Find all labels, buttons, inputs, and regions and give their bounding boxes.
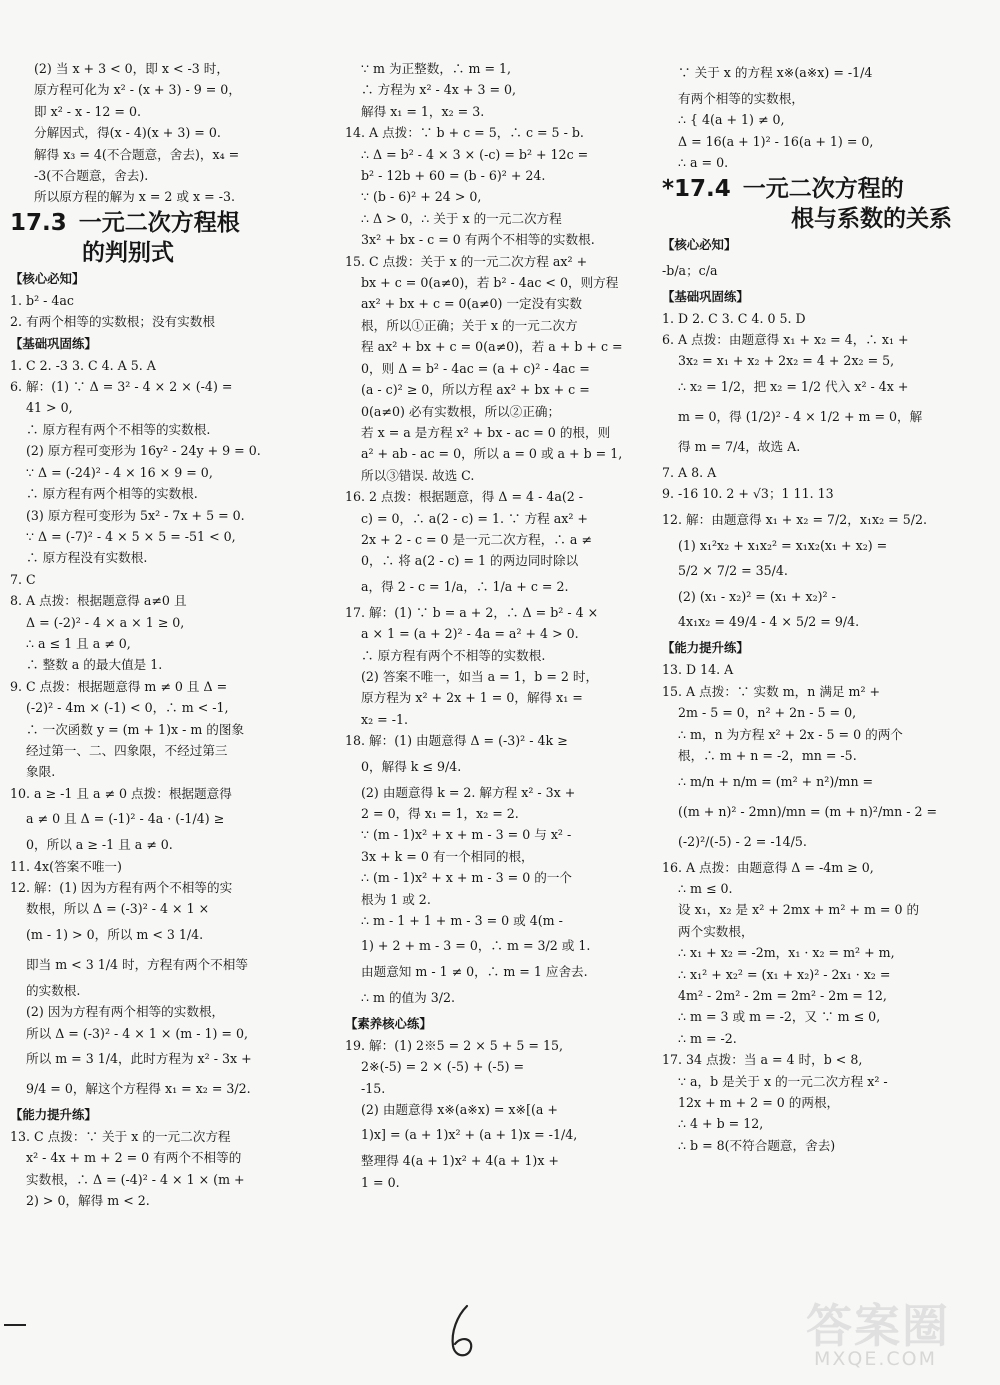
answer-line: 19. 解：(1) 2※5 = 2 × 5 + 5 = 15, — [345, 1037, 563, 1053]
answer-line: c) = 0，∴ a(2 - c) = 1. ∵ 方程 ax² + — [361, 510, 588, 526]
answer-line: (2) 由题意得 k = 2. 解方程 x² - 3x + — [361, 784, 576, 800]
answer-line: 根，所以①正确；关于 x 的一元二次方 — [361, 317, 578, 333]
answer-line: 1. D 2. C 3. C 4. 0 5. D — [662, 310, 806, 326]
answer-line: 15. A 点拨：∵ 实数 m，n 满足 m² + — [662, 683, 881, 699]
answer-line: ∴ Δ > 0，∴ 关于 x 的一元二次方程 — [361, 210, 562, 226]
answer-line: 2 = 0，得 x₁ = 1，x₂ = 2. — [361, 806, 519, 821]
answer-line: ∴ 一次函数 y = (m + 1)x - m 的图象 — [26, 721, 245, 737]
answer-line: ∴ m ≤ 0. — [678, 880, 733, 896]
exercise-section-label: 【能力提升练】 — [662, 640, 749, 656]
answer-line: ∴ x₁² + x₂² = (x₁ + x₂)² - 2x₁ · x₂ = — [678, 966, 891, 982]
answer-line: 3x² + bx - c = 0 有两个不相等的实数根. — [361, 232, 595, 248]
answer-line: ∴ x₁ + x₂ = -2m，x₁ · x₂ = m² + m, — [678, 945, 895, 961]
section-title-text: 一元二次方程根 — [78, 209, 240, 236]
section-title — [10, 238, 320, 268]
answer-line: 11. 4x(答案不唯一) — [10, 858, 122, 874]
section-title-text: 的判别式 — [82, 239, 174, 266]
answer-line: ∴ m，n 为方程 x² + 2x - 5 = 0 的两个 — [678, 726, 903, 742]
answer-line: 1) + 2 + m - 3 = 0，∴ m = 3/2 或 1. — [361, 938, 591, 954]
answer-line: (-2)²/(-5) - 2 = -14/5. — [678, 833, 807, 849]
answer-line: ∵ Δ = (-7)² - 4 × 5 × 5 = -51 < 0, — [26, 528, 236, 544]
answer-line: 解得 x₁ = 1，x₂ = 3. — [361, 103, 485, 119]
answer-line: -3(不合题意，舍去). — [34, 168, 149, 184]
exercise-section-label: 【基础巩固练】 — [662, 288, 749, 304]
answer-line: 数根，所以 Δ = (-3)² - 4 × 1 × — [26, 901, 210, 917]
answer-line: 2※(-5) = 2 × (-5) + (-5) = — [361, 1059, 525, 1075]
answer-line: 1. C 2. -3 3. C 4. A 5. A — [10, 357, 156, 373]
answer-line: ∴ 4 + b = 12, — [678, 1116, 764, 1132]
answer-line: 原方程为 x² + 2x + 1 = 0，解得 x₁ = — [361, 690, 583, 706]
answer-line: ax² + bx + c = 0(a≠0) 一定没有实数 — [361, 296, 583, 312]
answer-line: ∵ (b - 6)² + 24 > 0, — [361, 189, 482, 205]
answer-line: 17. 解：(1) ∵ b = a + 2，∴ Δ = b² - 4 × — [345, 604, 599, 620]
answer-line: ∴ 原方程没有实数根. — [26, 550, 148, 566]
answer-line: 2) > 0，解得 m < 2. — [26, 1193, 150, 1209]
answer-line: ∴ a = 0. — [678, 155, 729, 171]
answer-line: 即 x² - x - 12 = 0. — [34, 103, 141, 119]
column-middle — [345, 58, 637, 1193]
answer-line: 所以 Δ = (-3)² - 4 × 1 × (m - 1) = 0, — [26, 1025, 249, 1041]
answer-line: 0，所以 a ≥ -1 且 a ≠ 0. — [26, 837, 173, 853]
answer-line: ∴ m/n + n/m = (m² + n²)/mn = — [678, 773, 874, 789]
answer-line: 16. 2 点拨：根据题意，得 Δ = 4 - 4a(2 - — [345, 489, 584, 505]
exercise-section-label: 【素养核心练】 — [345, 1015, 432, 1031]
exercise-section-label: 【核心必知】 — [10, 270, 85, 286]
exercise-section-label: 【核心必知】 — [662, 236, 737, 252]
answer-line: (a - c)² ≥ 0，所以方程 ax² + bx + c = — [361, 382, 590, 398]
handwritten-page-number — [447, 1302, 477, 1362]
answer-line: 由题意知 m - 1 ≠ 0，∴ m = 1 应舍去. — [361, 964, 588, 980]
answer-line: 18. 解：(1) 由题意得 Δ = (-3)² - 4k ≥ — [345, 733, 568, 749]
answer-line: 经过第一、二、四象限，不经过第三 — [26, 742, 228, 758]
exercise-section-label: 【能力提升练】 — [10, 1107, 97, 1123]
answer-line: 6. A 点拨：由题意得 x₁ + x₂ = 4，∴ x₁ + — [662, 332, 909, 348]
answer-line: a × 1 = (a + 2)² - 4a = a² + 4 > 0. — [361, 626, 579, 642]
answer-line: 1)x] = (a + 1)x² + (a + 1)x = -1/4, — [361, 1127, 578, 1143]
section-title-text: 根与系数的关系 — [791, 205, 952, 232]
answer-line: 所以 m = 3 1/4，此时方程为 x² - 3x + — [26, 1051, 252, 1067]
answer-line: 3x₂ = x₁ + x₂ + 2x₂ = 4 + 2x₂ = 5, — [678, 353, 895, 369]
answer-line: 10. a ≥ -1 且 a ≠ 0 点拨：根据题意得 — [10, 785, 232, 801]
answer-line: ∴ Δ = b² - 4 × 3 × (-c) = b² + 12c = — [361, 146, 589, 162]
answer-line: ∴ 方程为 x² - 4x + 3 = 0, — [361, 82, 517, 98]
answer-line: ∵ (m - 1)x² + x + m - 3 = 0 与 x² - — [361, 827, 572, 843]
answer-line: 41 > 0, — [26, 400, 73, 416]
answer-line: x₂ = -1. — [361, 711, 408, 727]
answer-line: 分解因式，得(x - 4)(x + 3) = 0. — [34, 125, 221, 141]
answer-line: 设 x₁，x₂ 是 x² + 2mx + m² + m = 0 的 — [678, 902, 920, 918]
answer-line: (2) 因为方程有两个相等的实数根， — [26, 1004, 225, 1020]
answer-line: ∵ a，b 是关于 x 的一元二次方程 x² - — [678, 1073, 888, 1089]
section-title — [10, 208, 320, 238]
answer-line: 1. b² - 4ac — [10, 292, 74, 308]
answer-line: 所以③错误. 故选 C. — [361, 467, 475, 483]
answer-line: 14. A 点拨：∵ b + c = 5，∴ c = 5 - b. — [345, 125, 584, 141]
answer-line: 有两个相等的实数根， — [678, 91, 804, 106]
answer-line: 4m² - 2m² - 2m = 2m² - 2m = 12, — [678, 987, 887, 1003]
answer-line: ∵ 关于 x 的方程 x※(a※x) = -1/4 — [678, 65, 873, 80]
answer-line: 0，则 Δ = b² - 4ac = (a + c)² - 4ac = — [361, 360, 590, 376]
answer-line: ∴ x₂ = 1/2，把 x₂ = 1/2 代入 x² - 4x + — [678, 378, 909, 394]
answer-line: 解得 x₃ = 4(不合题意，舍去)，x₄ = — [34, 146, 240, 162]
answer-line: (2) 原方程可变形为 16y² - 24y + 9 = 0. — [26, 443, 261, 459]
column-left — [10, 58, 320, 1212]
answer-line: (m - 1) > 0，所以 m < 3 1/4. — [26, 926, 204, 942]
answer-line: 0，解得 k ≤ 9/4. — [361, 758, 462, 774]
section-title-text: 一元二次方程的 — [742, 175, 904, 202]
answer-line: 8. A 点拨：根据题意得 a≠0 且 — [10, 593, 187, 609]
answer-line: 实数根，∴ Δ = (-4)² - 4 × 1 × (m + — [26, 1171, 245, 1187]
answer-line: x² - 4x + m + 2 = 0 有两个不相等的 — [26, 1150, 242, 1166]
answer-line: 16. A 点拨：由题意得 Δ = -4m ≥ 0, — [662, 859, 874, 875]
answer-line: 2. 有两个相等的实数根；没有实数根 — [10, 314, 215, 330]
answer-line: a，得 2 - c = 1/a，∴ 1/a + c = 2. — [361, 578, 569, 594]
answer-line: 9. -16 10. 2 + √3；1 11. 13 — [662, 486, 834, 502]
answer-line: 所以原方程的解为 x = 2 或 x = -3. — [34, 189, 235, 205]
answer-line: 6. 解：(1) ∵ Δ = 3² - 4 × 2 × (-4) = — [10, 379, 233, 395]
answer-line: ∴ 整数 a 的最大值是 1. — [26, 657, 163, 673]
answer-line: 程 ax² + bx + c = 0(a≠0)，若 a + b + c = — [361, 339, 623, 355]
answer-line: Δ = 16(a + 1)² - 16(a + 1) = 0, — [678, 133, 874, 149]
answer-line: ((m + n)² - 2mn)/mn = (m + n)²/mn - 2 = — [678, 803, 938, 819]
answer-line: (2) (x₁ - x₂)² = (x₁ + x₂)² - — [678, 589, 836, 605]
answer-line: b² - 12b + 60 = (b - 6)² + 24. — [361, 168, 546, 184]
margin-mark — [4, 1324, 26, 1326]
answer-line: 2m - 5 = 0，n² + 2n - 5 = 0, — [678, 705, 857, 721]
answer-line: (2) 由题意得 x※(a※x) = x※[(a + — [361, 1102, 558, 1118]
answer-line: ∴ m = 3 或 m = -2，又 ∵ m ≤ 0, — [678, 1009, 881, 1025]
answer-line: 9. C 点拨：根据题意得 m ≠ 0 且 Δ = — [10, 678, 228, 694]
answer-line: 即当 m < 3 1/4 时，方程有两个不相等 — [26, 956, 248, 972]
answer-line: 的实数根. — [26, 982, 81, 998]
answer-line: m = 0，得 (1/2)² - 4 × 1/2 + m = 0，解 — [678, 408, 923, 424]
column-right — [662, 58, 992, 1156]
exercise-section-label: 【基础巩固练】 — [10, 335, 97, 351]
answer-line: 2x + 2 - c = 0 是一元二次方程，∴ a ≠ — [361, 531, 592, 547]
answer-line: ∴ m 的值为 3/2. — [361, 989, 456, 1005]
answer-line: 3x + k = 0 有一个相同的根， — [361, 848, 534, 864]
answer-line: (1) x₁²x₂ + x₁x₂² = x₁x₂(x₁ + x₂) = — [678, 537, 888, 553]
answer-line: ∵ Δ = (-24)² - 4 × 16 × 9 = 0, — [26, 464, 213, 480]
answer-line: (-2)² - 4m × (-1) < 0，∴ m < -1, — [26, 700, 229, 716]
answer-line: a² + ab - ac = 0，所以 a = 0 或 a + b = 1, — [361, 446, 623, 462]
watermark-url: MXQE.COM — [814, 1348, 938, 1370]
answer-line: 13. D 14. A — [662, 662, 734, 678]
answer-line: 13. C 点拨：∵ 关于 x 的一元二次方程 — [10, 1129, 231, 1145]
answer-line: ∴ 原方程有两个不相等的实数根. — [361, 647, 546, 663]
answer-line: 两个实数根， — [678, 923, 754, 939]
answer-line: Δ = (-2)² - 4 × a × 1 ≥ 0, — [26, 614, 185, 630]
answer-line: 根为 1 或 2. — [361, 891, 431, 907]
answer-line: (2) 答案不唯一，如当 a = 1，b = 2 时， — [361, 668, 599, 684]
answer-line: 12. 解：(1) 因为方程有两个不相等的实 — [10, 880, 233, 895]
answer-line: (2) 当 x + 3 < 0，即 x < -3 时， — [34, 61, 229, 76]
answer-line: 整理得 4(a + 1)x² + 4(a + 1)x + — [361, 1153, 559, 1169]
answer-line: 17. 34 点拨：当 a = 4 时，b < 8, — [662, 1052, 863, 1068]
answer-line: ∴ b = 8(不符合题意，舍去) — [678, 1137, 836, 1153]
answer-line: ∴ 原方程有两个相等的实数根. — [26, 486, 198, 502]
answer-line: -15. — [361, 1080, 386, 1096]
answer-line: 7. C — [10, 571, 36, 587]
section-title — [662, 204, 992, 234]
answer-line: ∴ a ≤ 1 且 a ≠ 0, — [26, 635, 131, 651]
answer-line: ∴ (m - 1)x² + x + m - 3 = 0 的一个 — [361, 870, 573, 886]
answer-line: 若 x = a 是方程 x² + bx - ac = 0 的根，则 — [361, 424, 611, 440]
answer-line: 7. A 8. A — [662, 464, 717, 480]
section-number: 17.3 — [10, 209, 67, 236]
answer-line: a ≠ 0 且 Δ = (-1)² - 4a · (-1/4) ≥ — [26, 811, 225, 827]
answer-line: 9/4 = 0，解这个方程得 x₁ = x₂ = 3/2. — [26, 1081, 251, 1097]
answer-line: 12x + m + 2 = 0 的两根， — [678, 1094, 840, 1110]
answer-line: (3) 原方程可变形为 5x² - 7x + 5 = 0. — [26, 507, 245, 523]
answer-line: 0，∴ 将 a(2 - c) = 1 的两边同时除以 — [361, 553, 579, 569]
answer-line: 象限. — [26, 764, 56, 780]
answer-line: 5/2 × 7/2 = 35/4. — [678, 563, 788, 579]
answer-line: 原方程可化为 x² - (x + 3) - 9 = 0， — [34, 82, 241, 98]
watermark-logo: 答案圈 — [806, 1299, 950, 1353]
section-number: *17.4 — [662, 175, 731, 202]
answer-line: 12. 解：由题意得 x₁ + x₂ = 7/2，x₁x₂ = 5/2. — [662, 511, 928, 527]
answer-line: ∴ m = -2. — [678, 1030, 737, 1046]
answer-line: 0(a≠0) 必有实数根，所以②正确； — [361, 403, 561, 419]
section-title — [662, 174, 992, 204]
answer-line: bx + c = 0(a≠0)，若 b² - 4ac < 0，则方程 — [361, 275, 619, 291]
answer-line: ∵ m 为正整数，∴ m = 1, — [361, 61, 512, 76]
answer-line: 1 = 0. — [361, 1174, 400, 1190]
answer-line: 15. C 点拨：关于 x 的一元二次方程 ax² + — [345, 253, 588, 269]
answer-line: ∴ m - 1 + 1 + m - 3 = 0 或 4(m - — [361, 913, 563, 929]
answer-line: ∴ { 4(a + 1) ≠ 0, — [678, 112, 785, 128]
watermark — [800, 1288, 990, 1378]
answer-line: 得 m = 7/4，故选 A. — [678, 438, 801, 454]
answer-line: 根，∴ m + n = -2，mn = -5. — [678, 748, 857, 764]
answer-line: ∴ 原方程有两个不相等的实数根. — [26, 421, 211, 437]
answer-line: 4x₁x₂ = 49/4 - 4 × 5/2 = 9/4. — [678, 614, 860, 630]
answer-line: -b/a；c/a — [662, 262, 718, 278]
